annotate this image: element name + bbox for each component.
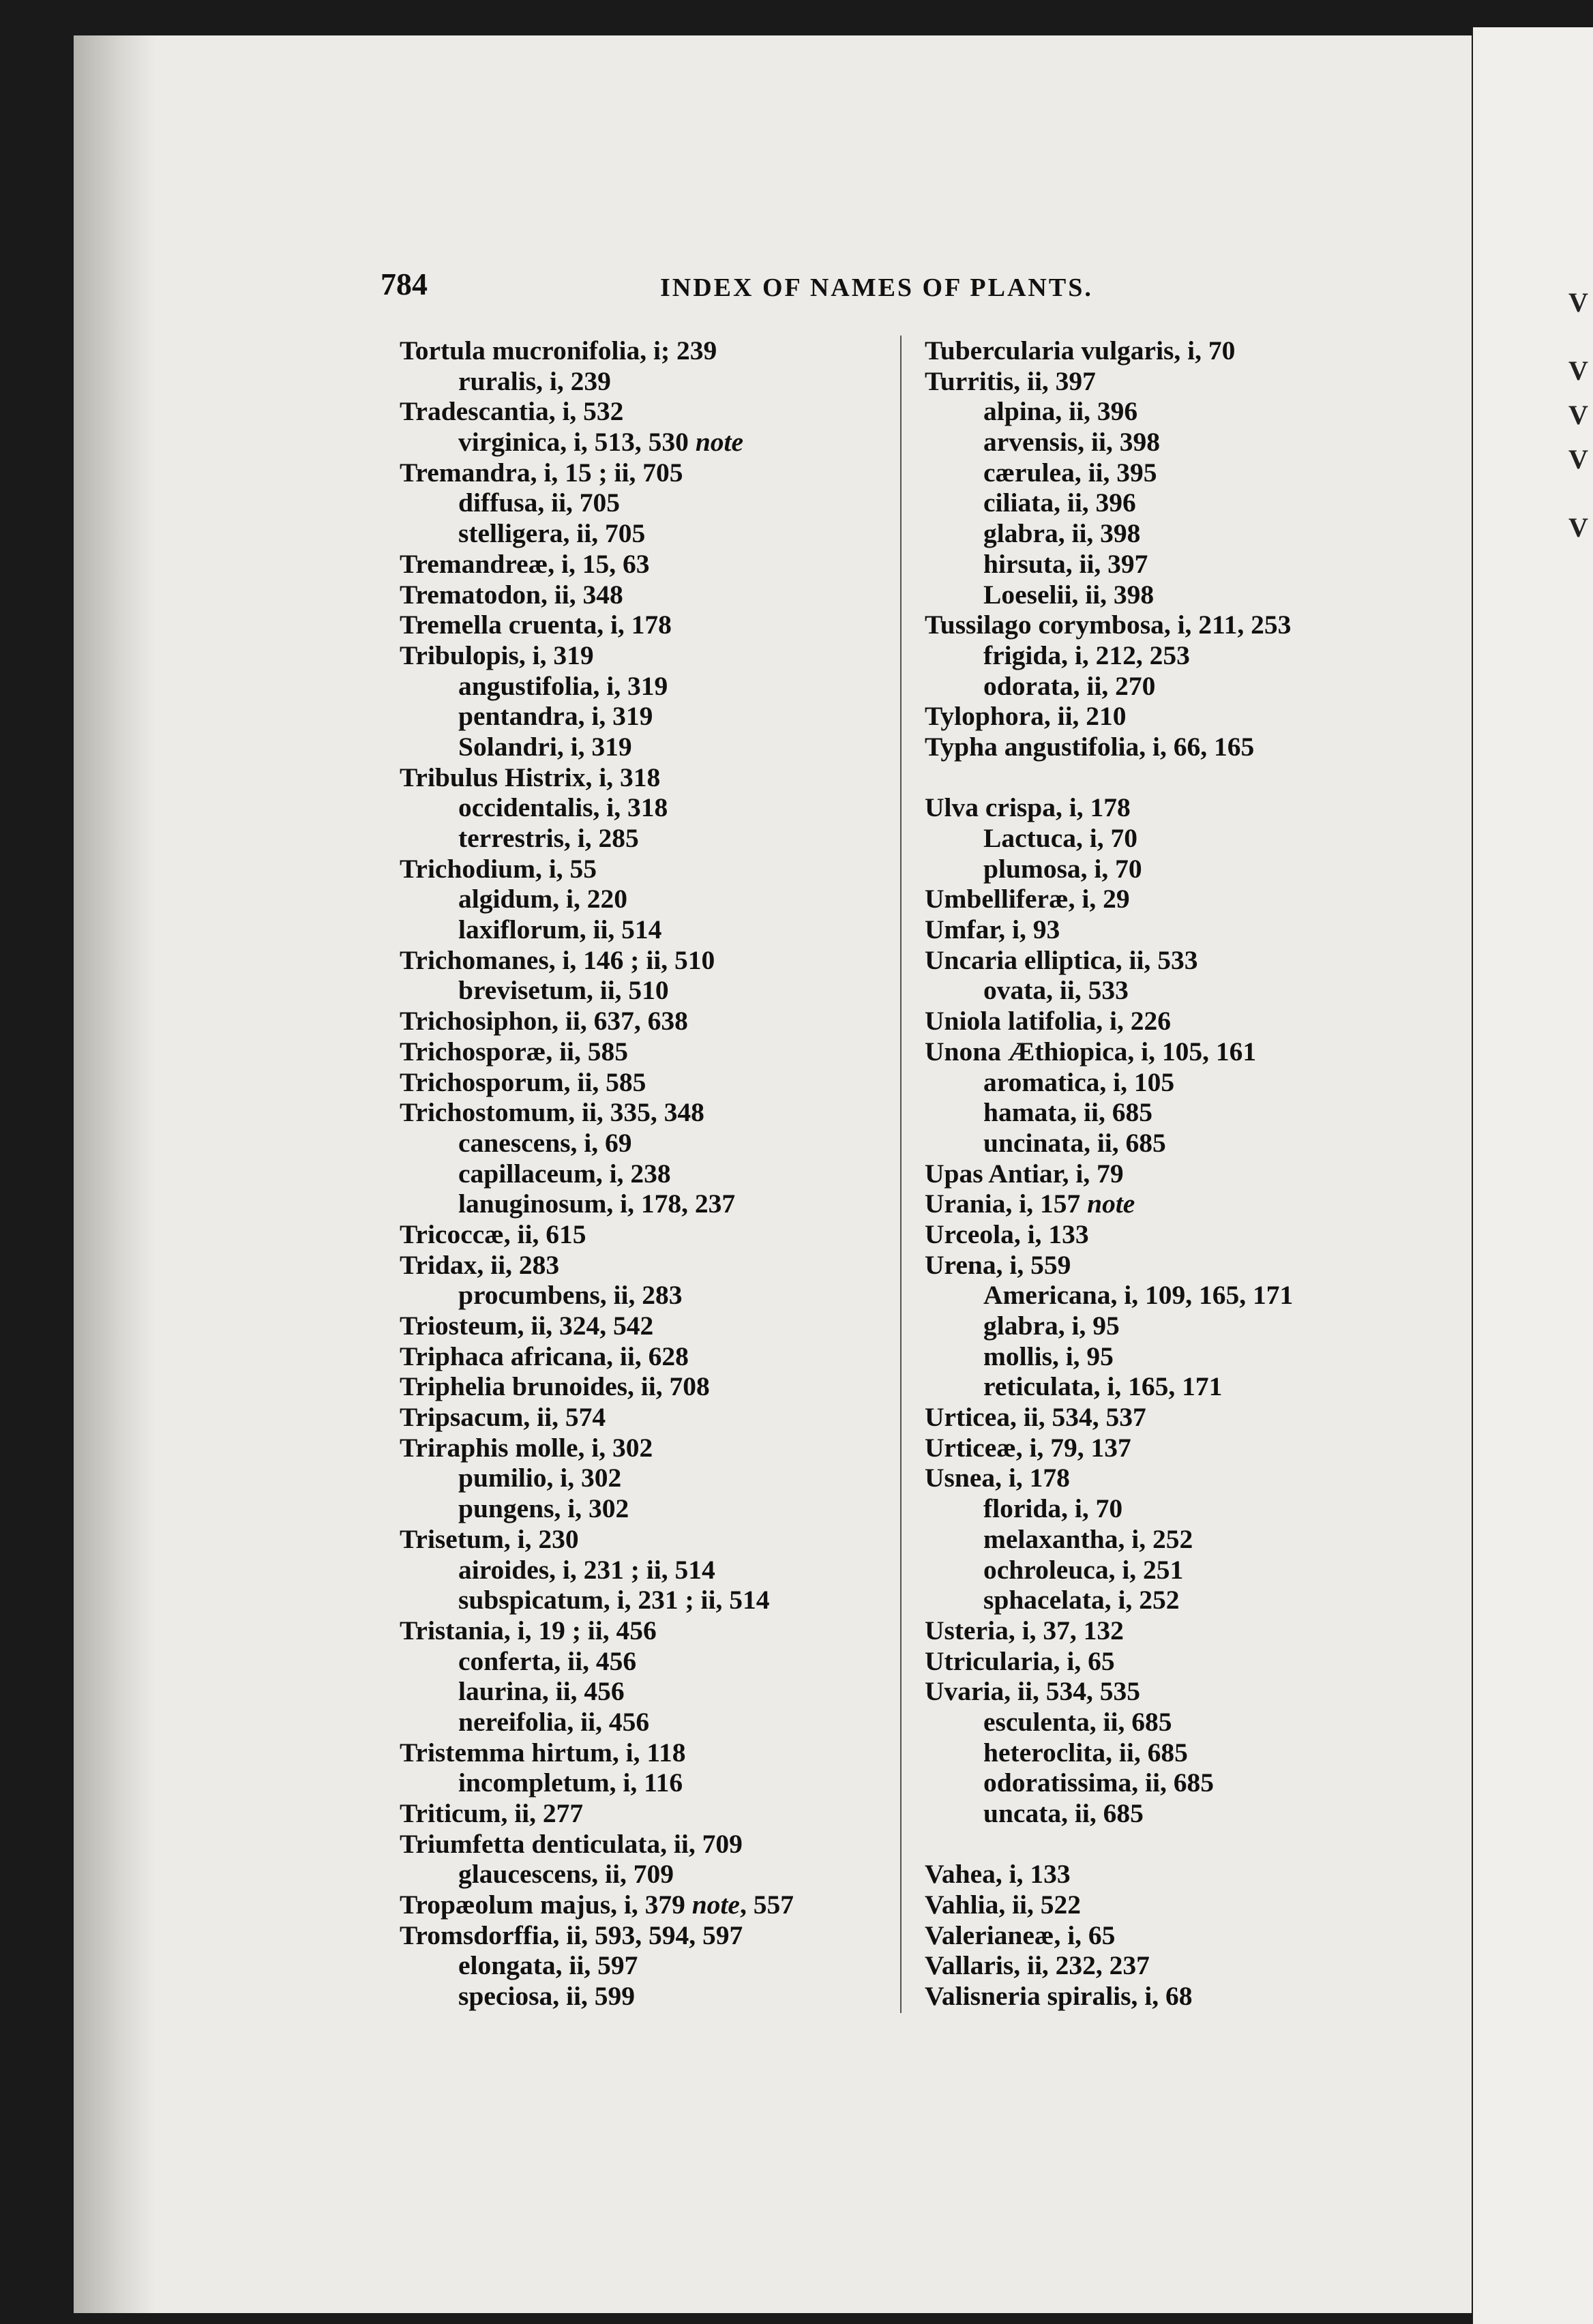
index-subentry — [400, 427, 891, 458]
index-subentry — [400, 1859, 891, 1890]
index-entry — [400, 854, 891, 884]
entry-text: Turritis, ii, 397 — [925, 366, 1096, 396]
entry-text: Urania, i, 157 — [925, 1189, 1081, 1219]
index-subentry — [400, 732, 891, 762]
index-entry — [400, 762, 891, 793]
index-column-right — [925, 336, 1416, 2012]
entry-text: incompletum, i, 116 — [458, 1768, 683, 1798]
index-subentry — [400, 1768, 891, 1798]
index-section-gap — [925, 762, 1416, 793]
entry-text: cærulea, ii, 395 — [983, 457, 1157, 488]
index-entry — [925, 336, 1416, 366]
entry-note: note — [688, 427, 744, 458]
index-entry — [400, 549, 891, 580]
index-subentry — [925, 1371, 1416, 1402]
index-subentry — [925, 1555, 1416, 1585]
page-number: 784 — [381, 267, 428, 301]
index-section-gap — [925, 1829, 1416, 1860]
entry-text: Urceola, i, 133 — [925, 1219, 1089, 1249]
index-entry — [925, 1189, 1416, 1219]
index-subentry — [925, 1493, 1416, 1524]
index-subentry — [400, 914, 891, 945]
next-page-edge-letter: V — [1568, 512, 1588, 543]
entry-text: Umbelliferæ, i, 29 — [925, 884, 1130, 914]
entry-text: melaxantha, i, 252 — [983, 1523, 1193, 1554]
entry-text: Uniola latifolia, i, 226 — [925, 1006, 1171, 1037]
entry-text: heteroclita, ii, 685 — [983, 1737, 1188, 1768]
entry-text: laxiflorum, ii, 514 — [458, 914, 662, 945]
entry-text: Tropæolum majus, i, 379 — [400, 1890, 685, 1920]
index-subentry — [925, 1585, 1416, 1615]
entry-text: alpina, ii, 396 — [983, 396, 1138, 427]
index-entry — [925, 1463, 1416, 1493]
entry-text: algidum, i, 220 — [458, 884, 628, 914]
entry-text: Trisetum, i, 230 — [400, 1523, 579, 1554]
entry-text: Urena, i, 559 — [925, 1249, 1071, 1280]
entry-text: nereifolia, ii, 456 — [458, 1706, 650, 1737]
index-subentry — [925, 518, 1416, 549]
index-entry — [400, 1920, 891, 1951]
index-entry — [925, 792, 1416, 823]
entry-text: diffusa, ii, 705 — [458, 488, 621, 518]
index-entry — [925, 1950, 1416, 1981]
entry-text: glaucescens, ii, 709 — [458, 1859, 674, 1890]
index-subentry — [925, 640, 1416, 671]
index-entry — [400, 1006, 891, 1037]
index-subentry — [925, 458, 1416, 488]
index-subentry — [400, 1585, 891, 1615]
entry-text: Trichosporum, ii, 585 — [400, 1067, 646, 1097]
index-subentry — [400, 1676, 891, 1707]
entry-text: occidentalis, i, 318 — [458, 792, 668, 823]
index-entry — [400, 1524, 891, 1555]
index-entry — [400, 1067, 891, 1098]
index-entry — [400, 1798, 891, 1829]
entry-text: ciliata, ii, 396 — [983, 488, 1136, 518]
entry-note: note — [685, 1890, 740, 1920]
index-subentry — [400, 1646, 891, 1677]
index-entry — [400, 580, 891, 610]
index-entry — [925, 1676, 1416, 1707]
index-subentry — [925, 1768, 1416, 1798]
entry-text: Tremandreæ, i, 15, 63 — [400, 548, 650, 579]
entry-text: procumbens, ii, 283 — [458, 1280, 683, 1311]
index-subentry — [925, 1798, 1416, 1829]
index-subentry — [400, 701, 891, 732]
entry-text: Triosteum, ii, 324, 542 — [400, 1311, 654, 1341]
index-entry — [925, 1646, 1416, 1677]
entry-text: mollis, i, 95 — [983, 1341, 1114, 1371]
index-subentry — [400, 1493, 891, 1524]
column-divider-rule — [900, 336, 902, 2013]
index-subentry — [400, 671, 891, 702]
index-entry — [400, 336, 891, 366]
index-subentry — [400, 792, 891, 823]
next-page-edge-letter: V — [1568, 355, 1588, 386]
index-entry — [925, 1250, 1416, 1281]
entry-text: terrestris, i, 285 — [458, 823, 639, 853]
index-entry — [400, 610, 891, 640]
entry-text: Tremandra, i, 15 ; ii, 705 — [400, 457, 683, 488]
index-entry — [925, 1920, 1416, 1951]
entry-text: Unona Æthiopica, i, 105, 161 — [925, 1036, 1257, 1067]
entry-text: stelligera, ii, 705 — [458, 518, 646, 549]
index-subentry — [925, 580, 1416, 610]
index-entry — [400, 1371, 891, 1402]
entry-text: conferta, ii, 456 — [458, 1645, 637, 1676]
entry-text: subspicatum, i, 231 ; ii, 514 — [458, 1585, 770, 1615]
entry-text: Trichodium, i, 55 — [400, 853, 597, 884]
entry-text: Tubercularia vulgaris, i, 70 — [925, 336, 1236, 366]
entry-text: Utricularia, i, 65 — [925, 1645, 1115, 1676]
entry-text: Ulva crispa, i, 178 — [925, 792, 1131, 823]
entry-text: Triphaca africana, ii, 628 — [400, 1341, 689, 1371]
entry-note: note — [1080, 1189, 1135, 1219]
index-entry — [400, 1341, 891, 1372]
entry-text: Tristemma hirtum, i, 118 — [400, 1737, 686, 1768]
index-subentry — [925, 1738, 1416, 1768]
index-subentry — [925, 671, 1416, 702]
entry-text: ruralis, i, 239 — [458, 366, 611, 396]
entry-text: Upas Antiar, i, 79 — [925, 1158, 1124, 1189]
index-entry — [925, 1890, 1416, 1920]
index-entry — [400, 1311, 891, 1341]
entry-text: Tridax, ii, 283 — [400, 1249, 560, 1280]
entry-text: Trichosiphon, ii, 637, 638 — [400, 1006, 688, 1037]
entry-text: Lactuca, i, 70 — [983, 823, 1138, 853]
index-subentry — [925, 488, 1416, 518]
index-entry — [925, 1006, 1416, 1037]
entry-text: odorata, ii, 270 — [983, 670, 1156, 701]
index-subentry — [400, 975, 891, 1006]
entry-text: Usnea, i, 178 — [925, 1463, 1070, 1493]
index-subentry — [925, 1128, 1416, 1159]
entry-text: Valisneria spiralis, i, 68 — [925, 1981, 1193, 2012]
entry-text: Urticeæ, i, 79, 137 — [925, 1432, 1131, 1463]
index-subentry — [400, 518, 891, 549]
entry-text: uncinata, ii, 685 — [983, 1127, 1166, 1158]
index-subentry — [925, 549, 1416, 580]
index-entry — [400, 1037, 891, 1067]
entry-tail: , 557 — [739, 1890, 794, 1920]
entry-text: frigida, i, 212, 253 — [983, 640, 1190, 670]
index-subentry — [400, 1128, 891, 1159]
index-subentry — [400, 1981, 891, 2012]
entry-text: Tortula mucronifolia, i; 239 — [400, 336, 717, 366]
index-entry — [925, 1037, 1416, 1067]
index-entry — [925, 1981, 1416, 2012]
entry-text: sphacelata, i, 252 — [983, 1585, 1180, 1615]
entry-text: Typha angustifolia, i, 66, 165 — [925, 731, 1255, 762]
index-subentry — [925, 975, 1416, 1006]
index-entry — [925, 366, 1416, 397]
entry-text: elongata, ii, 597 — [458, 1950, 638, 1981]
index-entry — [925, 1859, 1416, 1890]
entry-text: plumosa, i, 70 — [983, 853, 1142, 884]
entry-text: pungens, i, 302 — [458, 1493, 629, 1524]
entry-text: Trichosporæ, ii, 585 — [400, 1036, 629, 1067]
next-page-edge-letter: V — [1568, 287, 1588, 318]
entry-text: Tussilago corymbosa, i, 211, 253 — [925, 610, 1292, 640]
entry-text: hirsuta, ii, 397 — [983, 548, 1148, 579]
index-entry — [925, 610, 1416, 640]
next-page-edge — [1473, 27, 1593, 2324]
index-entry — [925, 1159, 1416, 1189]
index-entry — [925, 1219, 1416, 1250]
index-entry — [400, 1890, 891, 1920]
index-entry — [925, 1615, 1416, 1646]
index-column-left — [400, 336, 891, 2012]
running-title: INDEX OF NAMES OF PLANTS. — [660, 273, 1093, 302]
next-page-edge-letter: V — [1568, 400, 1588, 430]
entry-text: Loeselii, ii, 398 — [983, 579, 1155, 610]
entry-text: Urticea, ii, 534, 537 — [925, 1402, 1146, 1433]
index-entry — [925, 732, 1416, 762]
index-subentry — [925, 1097, 1416, 1128]
index-subentry — [400, 823, 891, 854]
index-subentry — [925, 1524, 1416, 1555]
entry-text: uncata, ii, 685 — [983, 1798, 1144, 1828]
entry-text: esculenta, ii, 685 — [983, 1706, 1172, 1737]
index-entry — [925, 884, 1416, 914]
index-entry — [925, 914, 1416, 945]
entry-text: Tripsacum, ii, 574 — [400, 1402, 606, 1433]
index-entry — [400, 1615, 891, 1646]
entry-text: arvensis, ii, 398 — [983, 427, 1160, 458]
index-entry — [400, 1433, 891, 1463]
entry-text: glabra, ii, 398 — [983, 518, 1141, 549]
entry-text: Tremella cruenta, i, 178 — [400, 610, 672, 640]
entry-text: Triphelia brunoides, ii, 708 — [400, 1371, 710, 1402]
entry-text: Triumfetta denticulata, ii, 709 — [400, 1828, 743, 1859]
index-entry — [400, 1829, 891, 1860]
entry-text: laurina, ii, 456 — [458, 1676, 625, 1707]
index-subentry — [925, 823, 1416, 854]
index-entry — [400, 1402, 891, 1433]
index-subentry — [925, 1707, 1416, 1738]
index-entry — [400, 640, 891, 671]
entry-text: Trichomanes, i, 146 ; ii, 510 — [400, 944, 715, 975]
index-subentry — [400, 366, 891, 397]
index-entry — [925, 701, 1416, 732]
entry-text: Vahlia, ii, 522 — [925, 1890, 1082, 1920]
index-entry — [925, 945, 1416, 976]
entry-text: Trematodon, ii, 348 — [400, 579, 623, 610]
index-entry — [400, 396, 891, 427]
index-entry — [925, 1402, 1416, 1433]
index-subentry — [400, 1707, 891, 1738]
entry-text: ochroleuca, i, 251 — [983, 1554, 1184, 1585]
index-entry — [400, 1097, 891, 1128]
entry-text: Uncaria elliptica, ii, 533 — [925, 944, 1198, 975]
entry-text: virginica, i, 513, 530 — [458, 427, 689, 458]
index-subentry — [400, 1555, 891, 1585]
entry-text: Tribulopis, i, 319 — [400, 640, 594, 670]
entry-text: ovata, ii, 533 — [983, 975, 1129, 1006]
index-subentry — [400, 1189, 891, 1219]
entry-text: angustifolia, i, 319 — [458, 670, 668, 701]
next-page-edge-letter: V — [1568, 444, 1588, 475]
index-subentry — [400, 1280, 891, 1311]
entry-text: Tromsdorffia, ii, 593, 594, 597 — [400, 1920, 743, 1950]
entry-text: Triticum, ii, 277 — [400, 1798, 584, 1828]
entry-text: airoides, i, 231 ; ii, 514 — [458, 1554, 715, 1585]
entry-text: lanuginosum, i, 178, 237 — [458, 1189, 736, 1219]
index-subentry — [400, 1463, 891, 1493]
entry-text: Tristania, i, 19 ; ii, 456 — [400, 1615, 657, 1645]
entry-text: Trichostomum, ii, 335, 348 — [400, 1097, 704, 1128]
index-entry — [400, 1219, 891, 1250]
entry-text: Usteria, i, 37, 132 — [925, 1615, 1124, 1645]
index-subentry — [925, 1341, 1416, 1372]
entry-text: reticulata, i, 165, 171 — [983, 1371, 1223, 1402]
index-subentry — [925, 1067, 1416, 1098]
entry-text: Umfar, i, 93 — [925, 914, 1060, 945]
index-subentry — [400, 1950, 891, 1981]
entry-text: pumilio, i, 302 — [458, 1463, 622, 1493]
entry-text: florida, i, 70 — [983, 1493, 1123, 1524]
entry-text: Tribulus Histrix, i, 318 — [400, 762, 661, 792]
entry-text: Triraphis molle, i, 302 — [400, 1432, 653, 1463]
index-entry — [925, 1433, 1416, 1463]
entry-text: brevisetum, ii, 510 — [458, 975, 669, 1006]
index-subentry — [925, 427, 1416, 458]
entry-text: Vallaris, ii, 232, 237 — [925, 1950, 1150, 1981]
index-entry — [400, 945, 891, 976]
entry-text: glabra, i, 95 — [983, 1311, 1120, 1341]
index-subentry — [400, 884, 891, 914]
entry-text: hamata, ii, 685 — [983, 1097, 1152, 1128]
index-entry — [400, 1250, 891, 1281]
index-subentry — [400, 1159, 891, 1189]
index-subentry — [925, 1311, 1416, 1341]
entry-text: speciosa, ii, 599 — [458, 1981, 635, 2012]
page-header — [74, 233, 1472, 301]
index-entry — [400, 1738, 891, 1768]
entry-text: capillaceum, i, 238 — [458, 1158, 671, 1189]
index-subentry — [925, 1280, 1416, 1311]
page-gutter-shadow — [74, 35, 155, 2313]
index-subentry — [925, 854, 1416, 884]
entry-text: Tradescantia, i, 532 — [400, 396, 624, 427]
book-page — [74, 35, 1472, 2313]
index-subentry — [400, 488, 891, 518]
entry-text: Tylophora, ii, 210 — [925, 701, 1127, 732]
entry-text: Solandri, i, 319 — [458, 731, 632, 762]
entry-text: Tricoccæ, ii, 615 — [400, 1219, 586, 1249]
entry-text: Americana, i, 109, 165, 171 — [983, 1280, 1294, 1311]
entry-text: Valerianeæ, i, 65 — [925, 1920, 1116, 1950]
entry-text: Vahea, i, 133 — [925, 1859, 1071, 1890]
entry-text: odoratissima, ii, 685 — [983, 1768, 1214, 1798]
index-subentry — [925, 396, 1416, 427]
entry-text: Uvaria, ii, 534, 535 — [925, 1676, 1140, 1707]
entry-text: canescens, i, 69 — [458, 1127, 632, 1158]
entry-text: pentandra, i, 319 — [458, 701, 653, 732]
entry-text: aromatica, i, 105 — [983, 1067, 1175, 1097]
index-entry — [400, 458, 891, 488]
